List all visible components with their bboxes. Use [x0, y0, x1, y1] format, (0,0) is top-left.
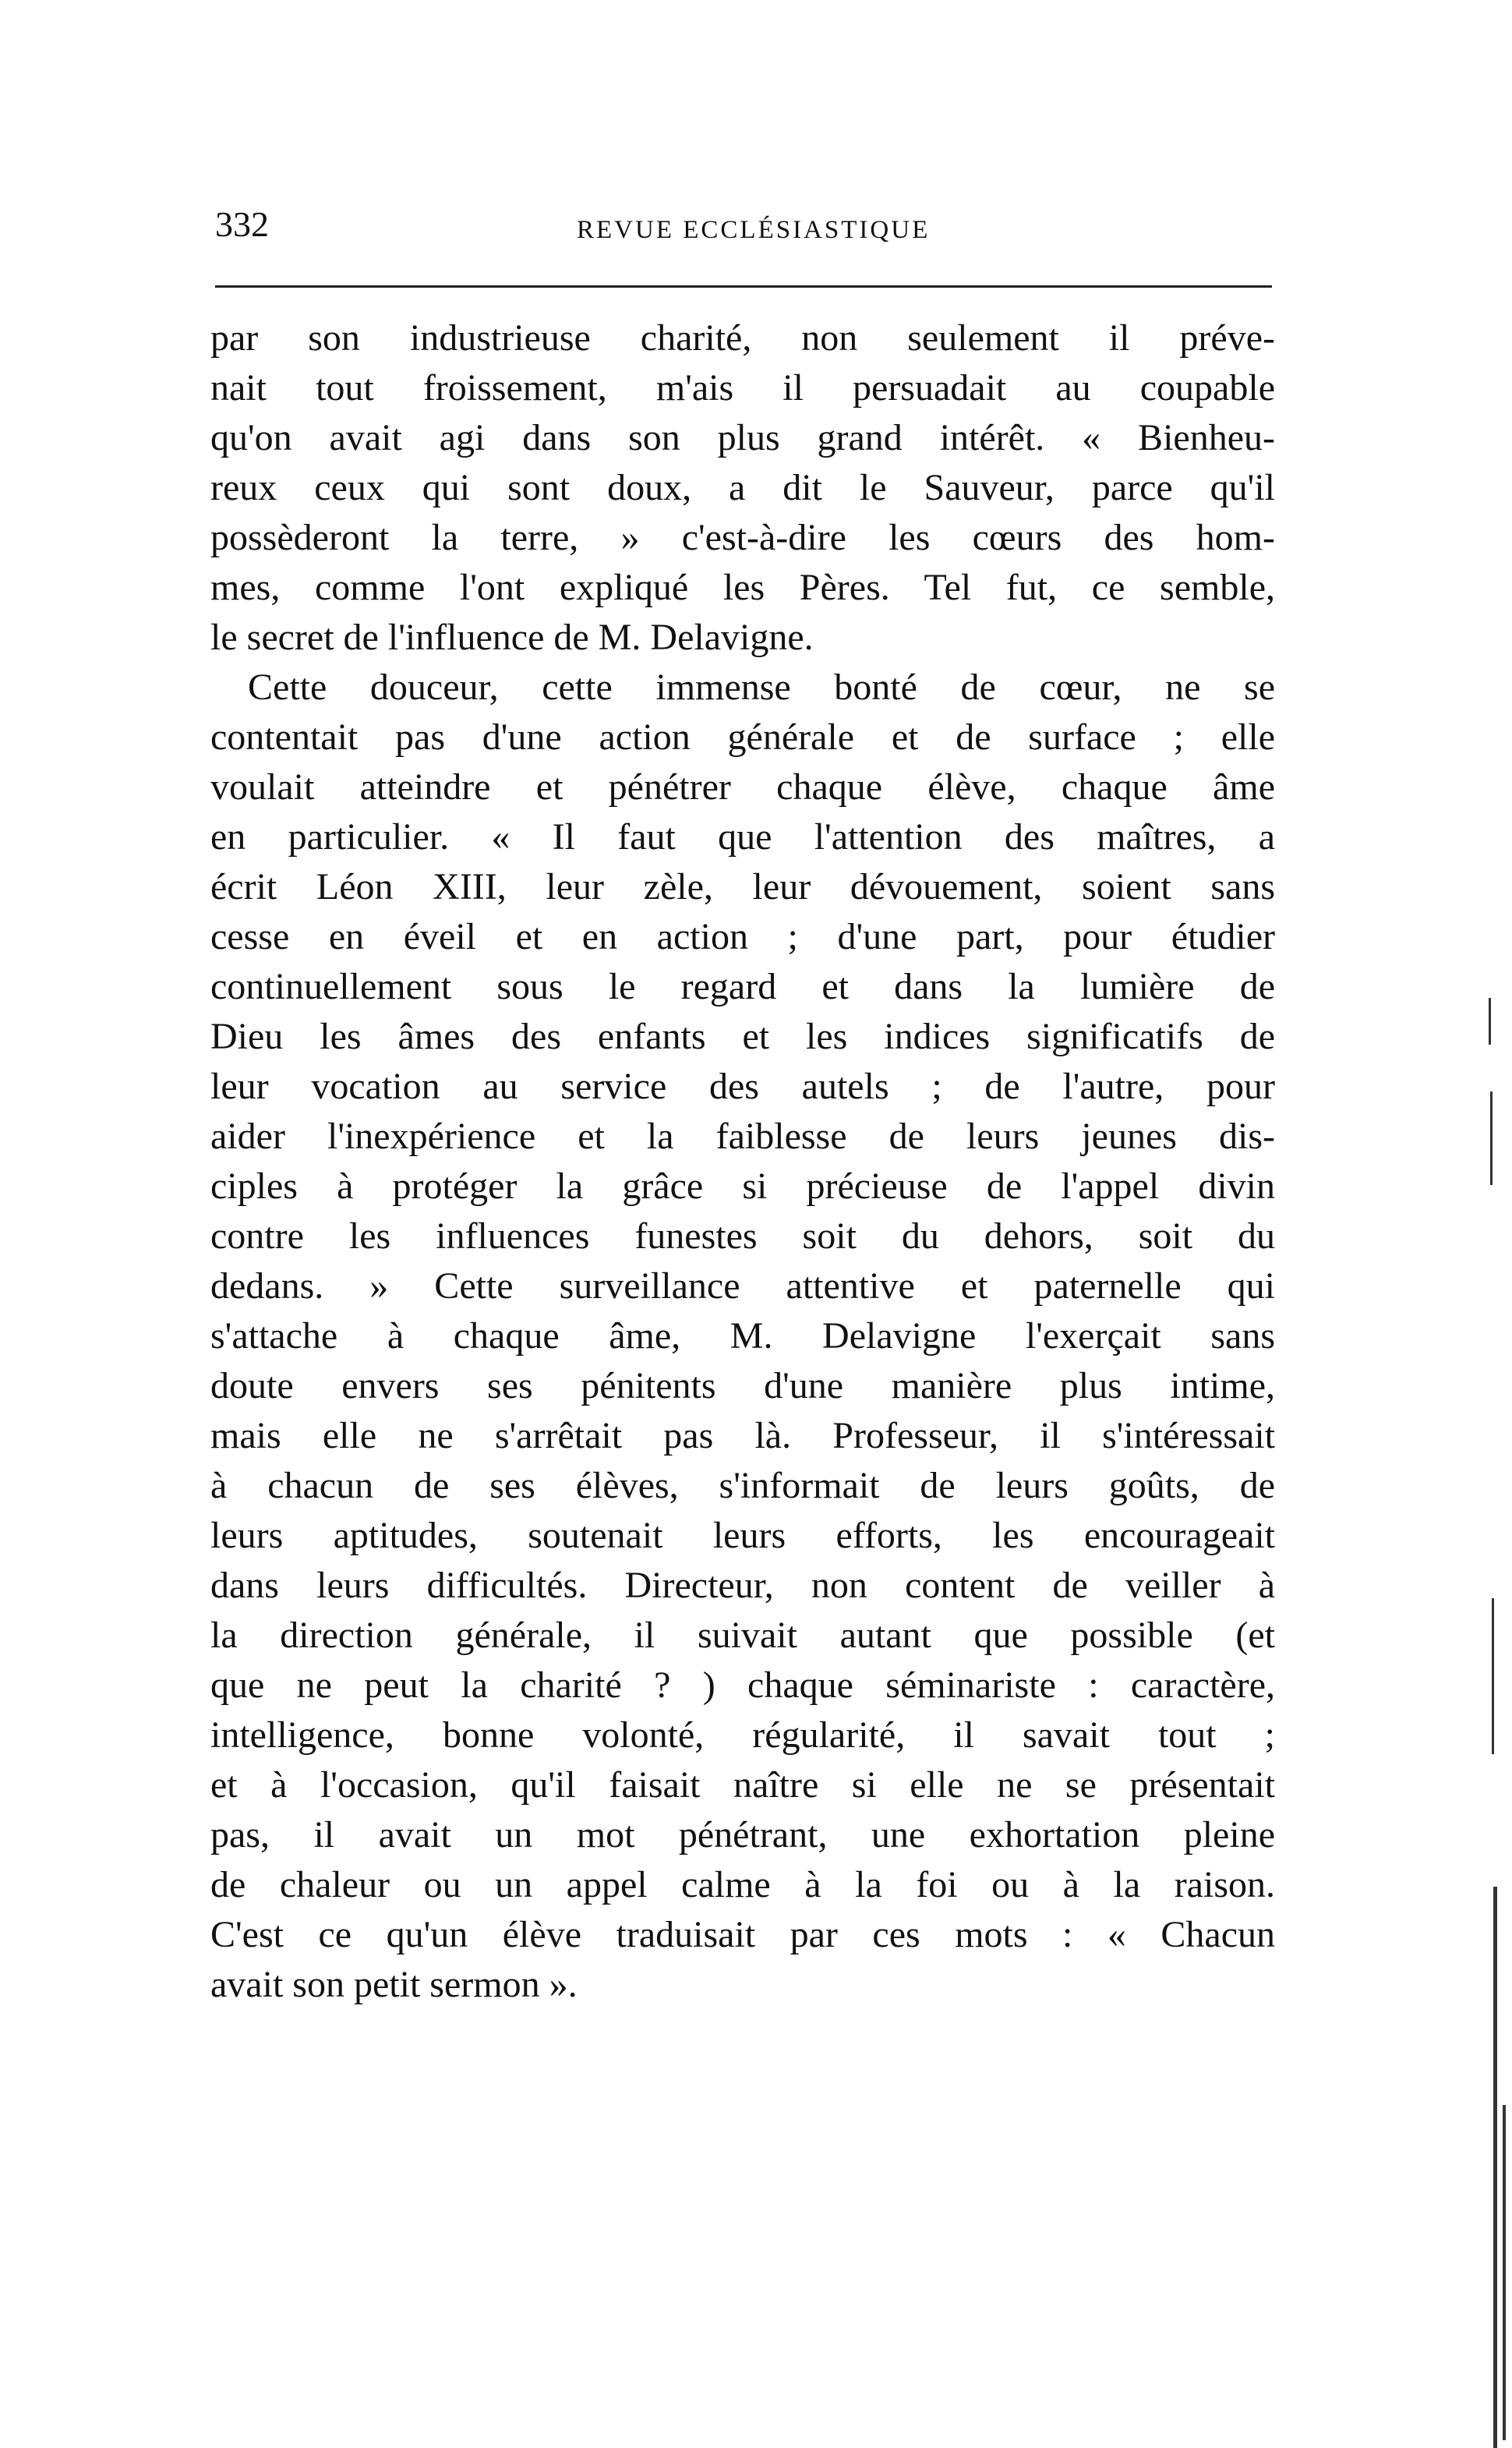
text-line: ciples à protéger la grâce si précieuse de l'appel divin [210, 1166, 1275, 1207]
text-line: avait son petit sermon ». [210, 1964, 578, 2005]
text-line: contre les influences funestes soit du dehors, soit du [210, 1215, 1275, 1257]
text-line: et à l'occasion, qu'il faisait naître si elle ne se présentait [210, 1764, 1275, 1806]
text-line: reux ceux qui sont doux, a dit le Sauveur, parce qu'il [210, 467, 1275, 508]
text-line: que ne peut la charité ? ) chaque séminariste : caractère, [210, 1664, 1275, 1706]
text-line: écrit Léon XIII, leur zèle, leur dévouement, soient sans [210, 866, 1275, 907]
paragraph-2 [210, 663, 1275, 2010]
text-line: voulait atteindre et pénétrer chaque élève, chaque âme [210, 766, 1275, 808]
text-line: intelligence, bonne volonté, régularité, il savait tout ; [210, 1714, 1275, 1756]
text-line: mais elle ne s'arrêtait pas là. Professeur, il s'intéressait [210, 1415, 1275, 1456]
text-line: doute envers ses pénitents d'une manière plus intime, [210, 1365, 1275, 1406]
page-edge-mark [1489, 998, 1491, 1045]
text-line: le secret de l'influence de M. Delavigne. [210, 617, 814, 658]
text-line: Cette douceur, cette immense bonté de cœur, ne se [248, 667, 1275, 708]
page-edge-mark [1492, 1598, 1494, 1754]
text-line: à chacun de ses élèves, s'informait de leurs goûts, de [210, 1465, 1275, 1506]
text-line: nait tout froissement, m'ais il persuadait au coupable [210, 367, 1275, 409]
text-line: C'est ce qu'un élève traduisait par ces mots : « Chacun [210, 1914, 1275, 1955]
paragraph-1 [210, 313, 1275, 663]
text-line: Dieu les âmes des enfants et les indices significatifs de [210, 1016, 1275, 1057]
text-line: leur vocation au service des autels ; de l'autre, pour [210, 1066, 1275, 1107]
text-line: de chaleur ou un appel calme à la foi ou à la raison. [210, 1864, 1275, 1905]
page-edge-mark [1490, 1091, 1493, 1185]
text-line: contentait pas d'une action générale et de surface ; elle [210, 716, 1275, 758]
header-rule [215, 285, 1272, 288]
text-line: qu'on avait agi dans son plus grand intérêt. « Bienheu- [210, 417, 1275, 458]
text-line: cesse en éveil et en action ; d'une part, pour étudier [210, 916, 1275, 957]
text-line: dedans. » Cette surveillance attentive et paternelle qui [210, 1265, 1275, 1307]
page-edge-mark [1493, 1887, 1497, 2448]
body-text [210, 313, 1275, 2010]
page-number: 332 [215, 204, 269, 244]
page-edge-mark [1503, 2105, 1506, 2440]
text-line: par son industrieuse charité, non seulement il préve- [210, 317, 1275, 359]
text-line: mes, comme l'ont expliqué les Pères. Tel fut, ce semble, [210, 567, 1275, 608]
text-line: la direction générale, il suivait autant que possible (et [210, 1615, 1275, 1656]
text-line: dans leurs difficultés. Directeur, non content de veiller à [210, 1565, 1275, 1606]
text-line: pas, il avait un mot pénétrant, une exhortation pleine [210, 1814, 1275, 1855]
text-line: s'attache à chaque âme, M. Delavigne l'exerçait sans [210, 1315, 1275, 1357]
text-line: en particulier. « Il faut que l'attention des maîtres, a [210, 816, 1275, 858]
text-line: leurs aptitudes, soutenait leurs efforts, les encourageait [210, 1515, 1275, 1556]
text-line: continuellement sous le regard et dans la lumière de [210, 966, 1275, 1007]
text-line: possèderont la terre, » c'est-à-dire les cœurs des hom- [210, 517, 1275, 558]
running-title: REVUE ECCLÉSIASTIQUE [577, 216, 931, 244]
text-line: aider l'inexpérience et la faiblesse de leurs jeunes dis- [210, 1116, 1275, 1157]
